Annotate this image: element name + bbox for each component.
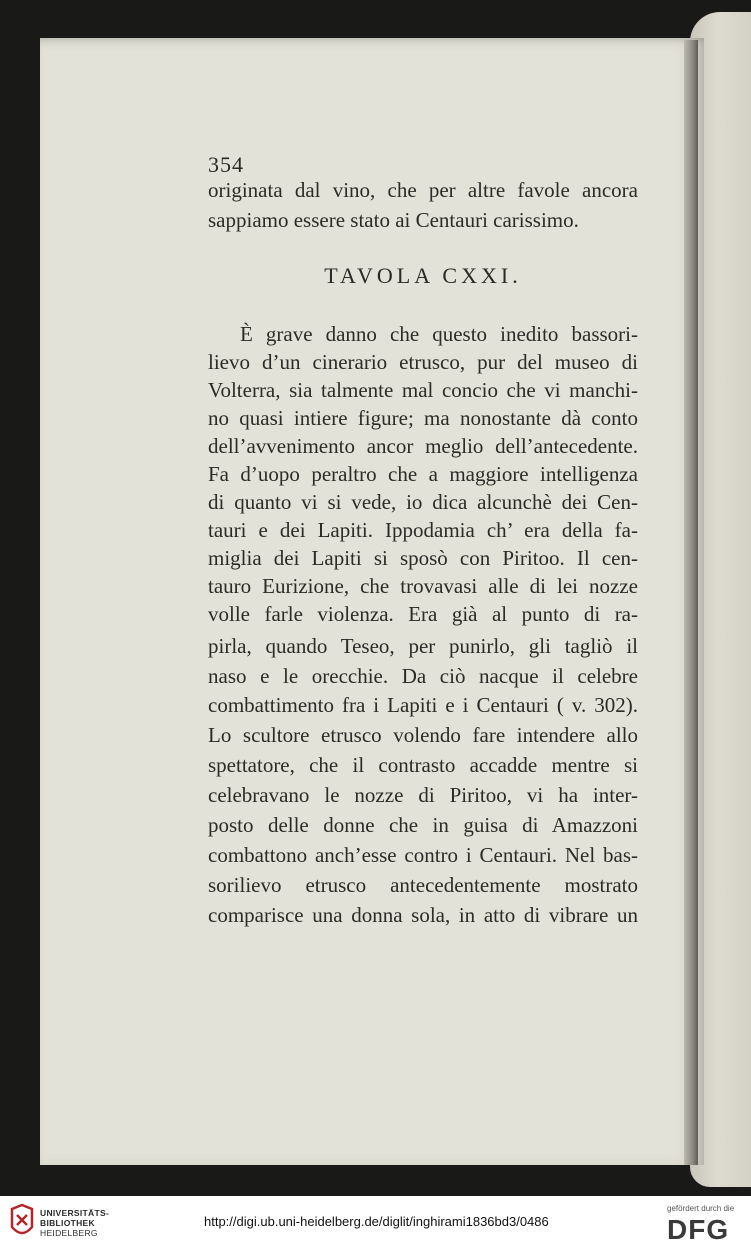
text-line: lievo d’un cinerario etrusco, pur del museo di [208,350,638,374]
text-line: miglia dei Lapiti si sposò con Piritoo. Il cen- [208,546,638,570]
permalink-url[interactable]: http://digi.ub.uni-heidelberg.de/diglit/inghirami1836bd3/0486 [204,1214,549,1229]
university-library-logo-icon [8,1203,36,1243]
text-line: celebravano le nozze di Piritoo, vi ha inter- [208,783,638,807]
text-line: combattimento fra i Lapiti e i Centauri ( v. 302). [208,693,638,717]
text-line: no quasi intiere figure; ma nonostante dà conto [208,406,638,430]
text-line: tauri e dei Lapiti. Ippodamia ch’ era della fa- [208,518,638,542]
text-line: di quanto vi si vede, io dica alcunchè dei Cen- [208,490,638,514]
library-name-line: HEIDELBERG [40,1228,98,1238]
text-line: originata dal vino, che per altre favole ancora [208,178,638,202]
text-line: volle farle violenza. Era già al punto di ra- [208,602,638,626]
library-name [40,1208,109,1238]
page-gutter-shadow [684,40,698,1165]
text-line: sorilievo etrusco antecedentemente mostrato [208,873,638,897]
text-line: tauro Eurizione, che trovavasi alle di lei nozze [208,574,638,598]
section-heading: TAVOLA CXXI. [324,263,522,288]
text-line: dell’avvenimento ancor meglio dell’antecedente. [208,434,638,458]
dfg-logo: DFG [667,1214,730,1245]
text-line: comparisce una donna sola, in atto di vibrare un [208,903,638,927]
text-line: combattono anch’esse contro i Centauri. Nel bas- [208,843,638,867]
library-name-line: BIBLIOTHEK [40,1218,95,1228]
funding-note: gefördert durch die [667,1204,735,1213]
text-line: posto delle donne che in guisa di Amazzoni [208,813,638,837]
text-line: Fa d’uopo peraltro che a maggiore intelligenza [208,462,638,486]
text-line: Volterra, sia talmente mal concio che vi manchi- [208,378,638,402]
library-name-line: UNIVERSITÄTS- [40,1208,110,1218]
text-line: naso e le orecchie. Da ciò nacque il celebre [208,664,638,688]
page-number: 354 [208,152,244,177]
text-line: Lo scultore etrusco volendo fare intendere allo [208,723,638,747]
text-line: pirla, quando Teseo, per punirlo, gli tagliò il [208,634,638,658]
text-line: spettatore, che il contrasto accadde mentre si [208,753,638,777]
text-line: È grave danno che questo inedito bassori- [240,322,638,346]
text-line: sappiamo essere stato ai Centauri carissimo. [208,208,579,232]
